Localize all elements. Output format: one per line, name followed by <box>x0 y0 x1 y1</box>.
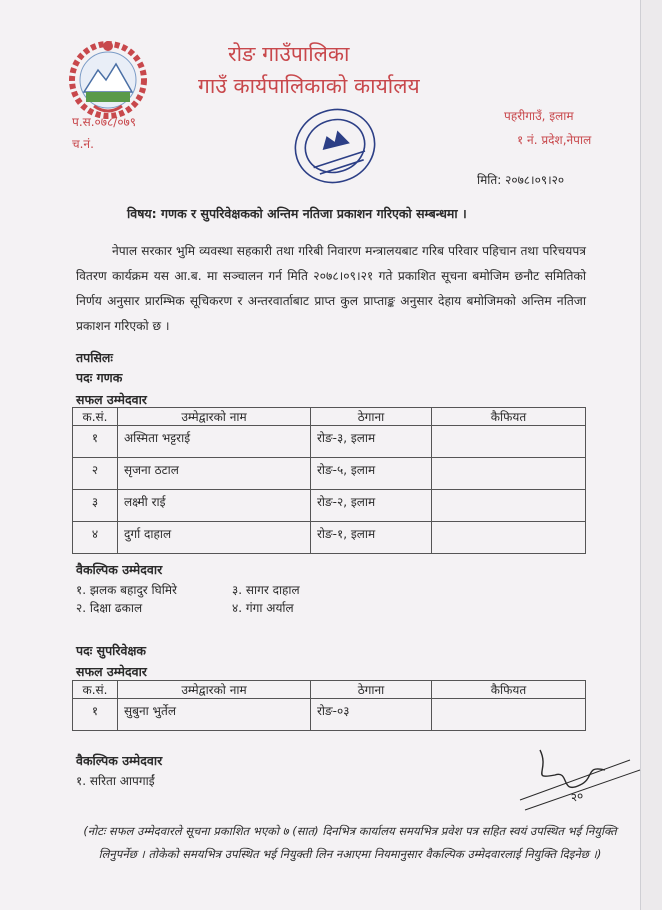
table-row <box>73 458 586 490</box>
enumerator-results-table <box>72 407 586 554</box>
cell-serial: ३ <box>73 490 118 522</box>
notice-body: नेपाल सरकार भुमि व्यवस्था सहकारी तथा गरिबी निवारण मन्त्रालयबाट गरिब परिवार पहिचान तथा परिचयपत्र वितरण कार्यक्रम यस आ.ब. मा सञ्चालन गर्न मिति २०७८।०९।२१ गते प्रकाशित सूचना बमोजिम छनौट समितिको निर्णय अनुसार प्रारम्भिक सूचिकरण र अन्तरवार्ताबाट प्राप्त कुल प्राप्ताङ्क अनुसार देहाय बमोजिमको अन्तिम नतिजा प्रकाशन गरिएको छ । <box>76 244 586 333</box>
table-row <box>73 522 586 554</box>
cell-remarks <box>432 522 586 554</box>
col-name: उम्मेद्वारको नाम <box>118 681 311 699</box>
notice-footnote: (नोटः सफल उम्मेदवारले सूचना प्रकाशित भएको ७ (सात) दिनभित्र कार्यालय समयभित्र प्रवेश पत्र सहित स्वयं उपस्थित भई नियुक्ति लिनुपर्नेछ । तोकेको समयभित्र उपस्थित भई नियुक्ती लिन नआएमा नियमानुसार वैकल्पिक उम्मेदवारलाई नियुक्ति दिइनेछ ।) <box>83 824 617 861</box>
col-serial: क.सं. <box>73 681 118 699</box>
successful-candidates-label-2: सफल उम्मेदवार <box>76 664 147 679</box>
col-address: ठेगाना <box>311 408 432 426</box>
alternate-candidate: १. सरिता आपगाईं <box>76 774 155 788</box>
table-header-row <box>73 681 586 699</box>
cell-serial: २ <box>73 458 118 490</box>
office-title-line1: रोङ गाउँपालिका <box>228 42 350 66</box>
alternate-candidate: ४. गंगा अर्याल <box>232 601 294 615</box>
cell-name: सृजना ठटाल <box>118 458 311 490</box>
notice-subject: विषय: गणक र सुपरिवेक्षकको अन्तिम नतिजा प्रकाशन गरिएको सम्बन्धमा । <box>127 206 467 221</box>
table-row <box>73 426 586 458</box>
office-stamp <box>278 96 392 196</box>
cell-serial: १ <box>73 699 118 731</box>
cell-name: लक्ष्मी राई <box>118 490 311 522</box>
post-supervisor-label: पदः सुपरिवेक्षक <box>76 643 147 658</box>
notice-date: मिति: २०७८।०९।२० <box>477 173 565 187</box>
table-row <box>73 490 586 522</box>
alternate-candidates-label-1: वैकल्पिक उम्मेदवार <box>76 562 163 577</box>
cell-address: रोङ-२, इलाम <box>311 490 432 522</box>
office-address-line1: पहरीगाउँ, इलाम <box>504 109 574 123</box>
details-label: तपसिलः <box>76 350 113 365</box>
office-title-line2: गाउँ कार्यपालिकाको कार्यालय <box>198 74 420 98</box>
col-remarks: कैफियत <box>432 681 586 699</box>
nepal-emblem-logo <box>66 36 150 124</box>
cell-address: रोङ-०३ <box>311 699 432 731</box>
cell-name: सुबुना भुर्तेल <box>118 699 311 731</box>
table-header-row <box>73 408 586 426</box>
cell-serial: १ <box>73 426 118 458</box>
dispatch-number: च.नं. <box>72 137 94 151</box>
cell-address: रोङ-५, इलाम <box>311 458 432 490</box>
alternate-candidate: १. झलक बहादुर घिमिरे <box>76 583 177 597</box>
alternate-candidate: ३. सागर दाहाल <box>232 583 300 597</box>
post-enumerator-label: पदः गणक <box>76 370 123 385</box>
alternate-candidates-label-2: वैकल्पिक उम्मेदवार <box>76 753 163 768</box>
table-row <box>73 699 586 731</box>
col-serial: क.सं. <box>73 408 118 426</box>
cell-name: अस्मिता भट्टराई <box>118 426 311 458</box>
cell-serial: ४ <box>73 522 118 554</box>
cell-name: दुर्गा दाहाल <box>118 522 311 554</box>
supervisor-results-table <box>72 680 586 731</box>
alternate-candidate: २. दिक्षा ढकाल <box>76 601 143 615</box>
cell-address: रोङ-१, इलाम <box>311 522 432 554</box>
officer-signature <box>510 740 650 830</box>
col-name: उम्मेद्वारको नाम <box>118 408 311 426</box>
svg-text:२०: २० <box>569 788 585 805</box>
cell-remarks <box>432 699 586 731</box>
office-address-line2: १ नं. प्रदेश,नेपाल <box>517 133 592 147</box>
successful-candidates-label-1: सफल उम्मेदवार <box>76 392 147 407</box>
cell-remarks <box>432 426 586 458</box>
cell-address: रोङ-३, इलाम <box>311 426 432 458</box>
col-remarks: कैफियत <box>432 408 586 426</box>
cell-remarks <box>432 458 586 490</box>
reference-number: प.स.०७८/०७९ <box>72 115 137 129</box>
cell-remarks <box>432 490 586 522</box>
col-address: ठेगाना <box>311 681 432 699</box>
